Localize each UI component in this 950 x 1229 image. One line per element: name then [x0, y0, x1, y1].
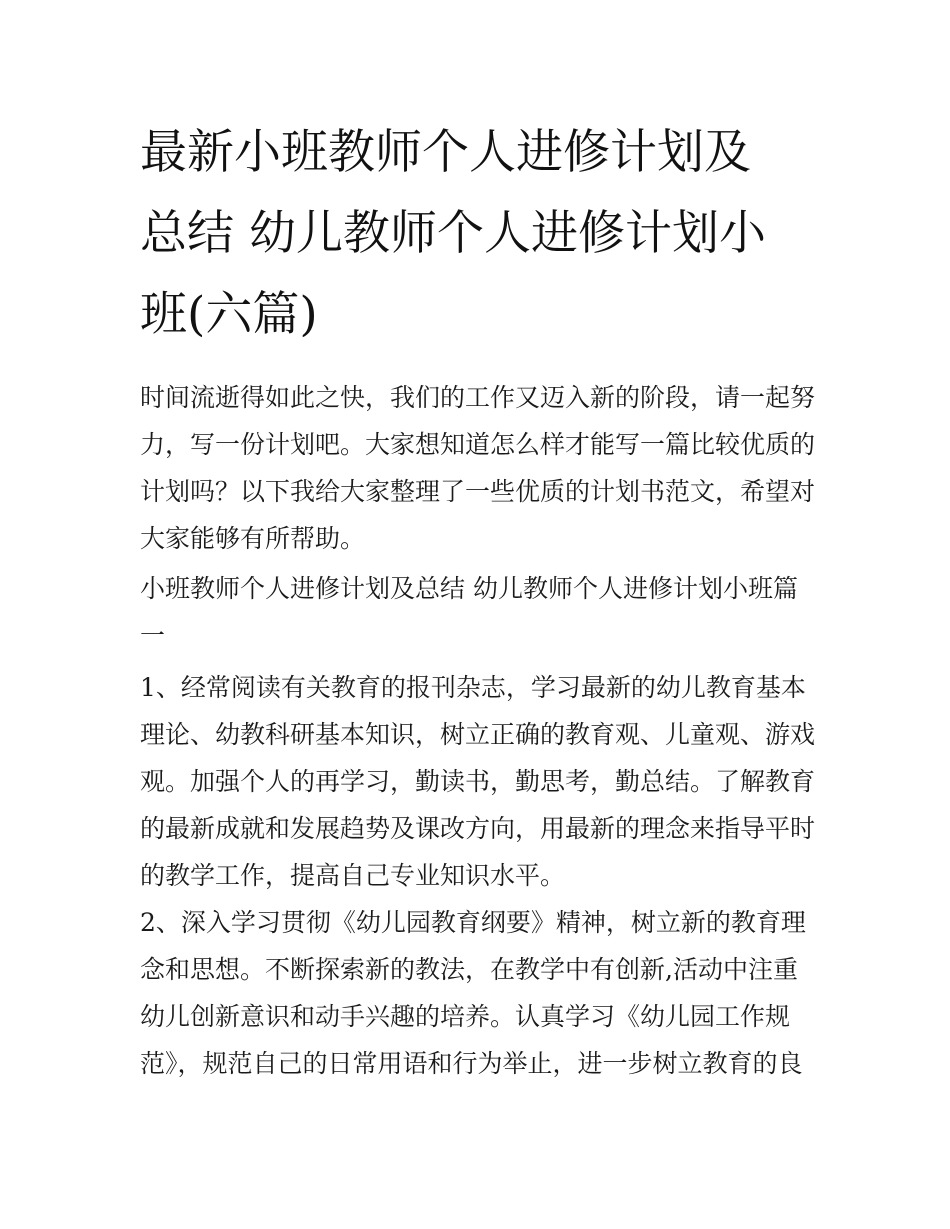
text-line: 2、深入学习贯彻《幼儿园教育纲要》精神，树立新的教育理	[140, 908, 806, 937]
title-line: 班(六篇)	[140, 287, 318, 342]
intro-paragraph	[140, 374, 815, 562]
list-item-2	[140, 899, 815, 1087]
text-line: 力，写一份计划吧。大家想知道怎么样才能写一篇比较优质的	[140, 430, 816, 459]
text-line: 的教学工作，提高自己专业知识水平。	[140, 861, 566, 890]
title-line: 总结 幼儿教师个人进修计划小	[140, 206, 766, 261]
title-line: 最新小班教师个人进修计划及	[140, 125, 751, 180]
text-line: 幼儿创新意识和动手兴趣的培养。认真学习《幼儿园工作规	[140, 1002, 791, 1031]
text-line: 范》，规范自己的日常用语和行为举止，进一步树立教育的良	[140, 1049, 803, 1078]
text-line: 大家能够有所帮助。	[140, 524, 366, 553]
text-line: 的最新成就和发展趋势及课改方向，用最新的理念来指导平时	[140, 814, 816, 843]
text-line: 小班教师个人进修计划及总结 幼儿教师个人进修计划小班篇	[140, 574, 798, 603]
document-content	[140, 112, 815, 1087]
document-body	[140, 374, 815, 1087]
text-line: 1、经常阅读有关教育的报刊杂志，学习最新的幼儿教育基本	[140, 673, 806, 702]
document-title	[140, 112, 815, 355]
text-line: 理论、幼教科研基本知识，树立正确的教育观、儿童观、游戏	[140, 720, 816, 749]
text-line: 一	[140, 621, 166, 650]
text-line: 观。加强个人的再学习，勤读书，勤思考，勤总结。了解教育	[140, 767, 816, 796]
section-heading	[140, 565, 815, 659]
text-line: 念和思想。不断探索新的教法，在教学中有创新,活动中注重	[140, 955, 798, 984]
list-item-1	[140, 664, 815, 899]
text-line: 时间流逝得如此之快，我们的工作又迈入新的阶段，请一起努	[140, 383, 816, 412]
text-line: 计划吗？以下我给大家整理了一些优质的计划书范文，希望对	[140, 477, 816, 506]
